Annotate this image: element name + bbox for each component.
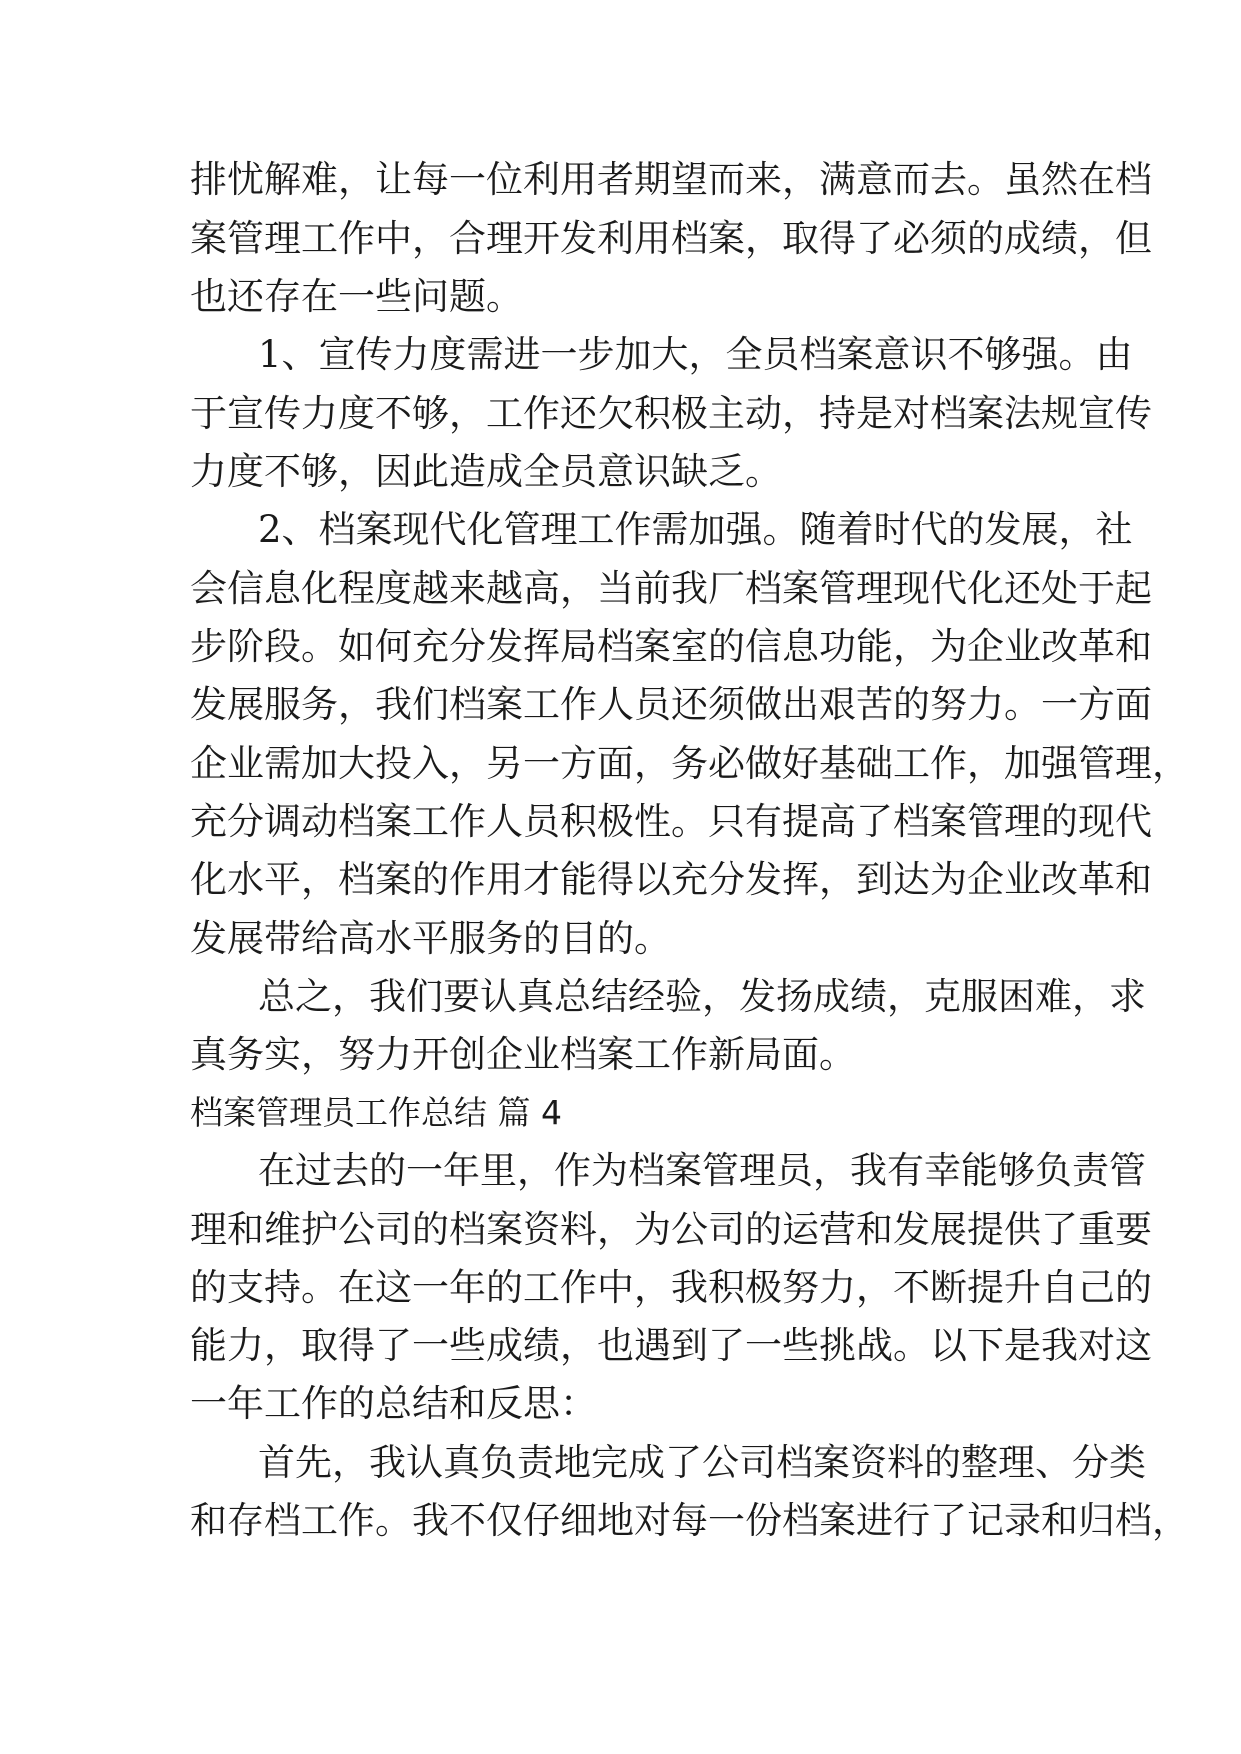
text-line: 于宣传力度不够，工作还欠积极主动，持是对档案法规宣传: [190, 392, 1152, 435]
text-line: 真务实，努力开创企业档案工作新局面。: [190, 1033, 856, 1076]
text-line: 首先，我认真负责地完成了公司档案资料的整理、分类: [258, 1441, 1146, 1484]
text-line: 充分调动档案工作人员积极性。只有提高了档案管理的现代: [190, 800, 1152, 843]
text-line: 一年工作的总结和反思：: [190, 1382, 597, 1425]
text-line: 排忧解难，让每一位利用者期望而来，满意而去。虽然在档: [190, 158, 1152, 201]
text-line: 1、宣传力度需进一步加大，全员档案意识不够强。由: [258, 333, 1133, 376]
text-line: 化水平，档案的作用才能得以充分发挥，到达为企业改革和: [190, 858, 1152, 901]
text-line: 理和维护公司的档案资料，为公司的运营和发展提供了重要: [190, 1208, 1152, 1251]
text-line: 也还存在一些问题。: [190, 275, 523, 318]
text-line: 企业需加大投入，另一方面，务必做好基础工作，加强管理，: [190, 742, 1189, 785]
section-heading: 档案管理员工作总结 篇 4: [190, 1093, 562, 1132]
text-line: 和存档工作。我不仅仔细地对每一份档案进行了记录和归档，: [190, 1499, 1189, 1542]
text-line: 发展带给高水平服务的目的。: [190, 917, 671, 960]
text-line: 会信息化程度越来越高，当前我厂档案管理现代化还处于起: [190, 567, 1152, 610]
text-line: 力度不够，因此造成全员意识缺乏。: [190, 450, 782, 493]
text-line: 的支持。在这一年的工作中，我积极努力，不断提升自己的: [190, 1266, 1152, 1309]
text-line: 2、档案现代化管理工作需加强。随着时代的发展，社: [258, 508, 1133, 551]
text-line: 案管理工作中，合理开发利用档案，取得了必须的成绩，但: [190, 217, 1152, 260]
text-line: 在过去的一年里，作为档案管理员，我有幸能够负责管: [258, 1149, 1146, 1192]
text-line: 步阶段。如何充分发挥局档案室的信息功能，为企业改革和: [190, 625, 1152, 668]
text-line: 发展服务，我们档案工作人员还须做出艰苦的努力。一方面: [190, 683, 1152, 726]
text-line: 总之，我们要认真总结经验，发扬成绩，克服困难，求: [258, 975, 1146, 1018]
text-line: 能力，取得了一些成绩，也遇到了一些挑战。以下是我对这: [190, 1324, 1152, 1367]
